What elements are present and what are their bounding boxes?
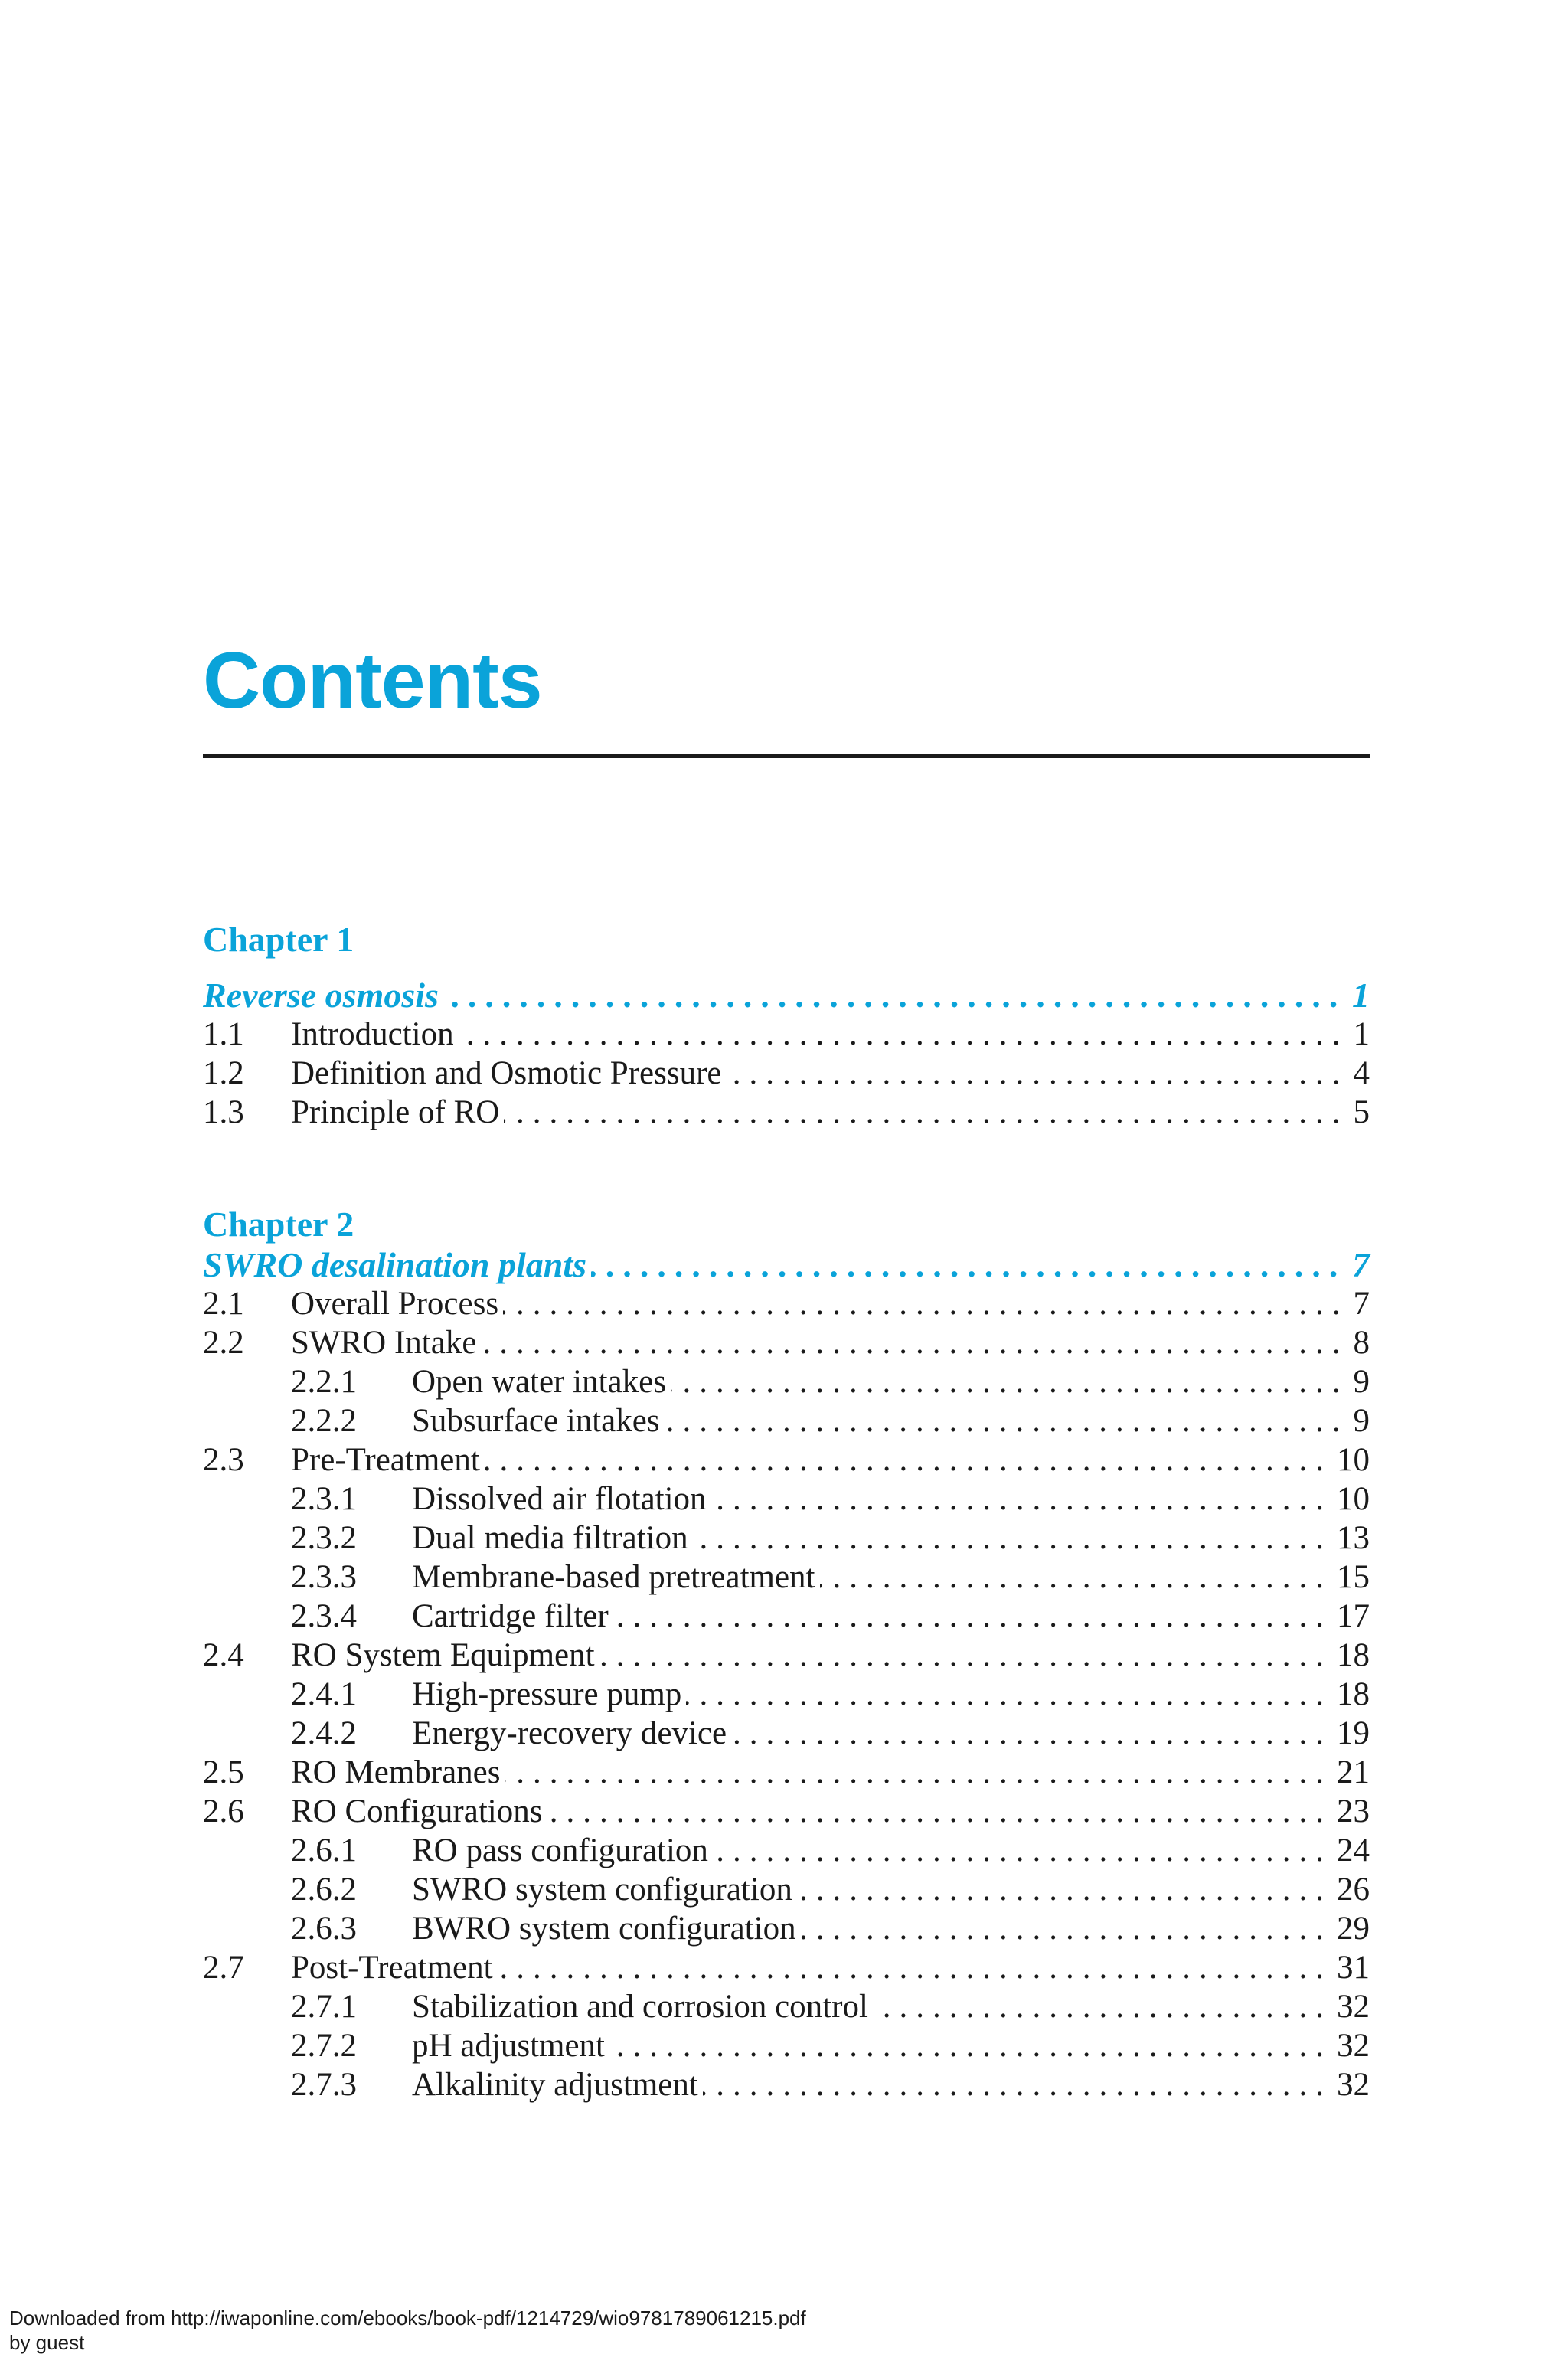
page-number: 15 [1337,1559,1370,1595]
section-title: Post-Treatment [291,1950,493,1986]
page-number: 23 [1337,1793,1370,1829]
subsection-title: BWRO system configuration [412,1911,796,1947]
page-number: 32 [1337,2028,1370,2064]
page-number: 1 [1352,976,1370,1015]
section-title: Overall Process [291,1286,499,1322]
toc-subentry[interactable] [203,1675,1370,1714]
subsection-title: Dissolved air flotation [412,1481,707,1517]
dot-leader [686,1675,1332,1714]
toc-entry[interactable] [203,1753,1370,1792]
toc-entry[interactable] [203,1636,1370,1675]
section-number: 2.7 [203,1950,244,1986]
page-number: 17 [1337,1598,1370,1634]
subsection-number: 2.7.3 [291,2067,357,2103]
toc-subentry[interactable] [203,1558,1370,1597]
subsection-number: 2.7.2 [291,2028,357,2064]
subsection-title: SWRO system configuration [412,1872,792,1908]
subsection-title: Subsurface intakes [412,1403,660,1439]
page-number: 24 [1337,1833,1370,1868]
dot-leader [591,1245,1348,1284]
toc-subentry[interactable] [203,1597,1370,1636]
page-number: 29 [1337,1911,1370,1947]
subsection-title: Cartridge filter [412,1598,609,1634]
subsection-number: 2.7.1 [291,1989,357,2025]
page-number: 10 [1337,1481,1370,1517]
section-number: 1.1 [203,1016,244,1052]
section-number: 2.2 [203,1325,244,1361]
dot-leader [693,1519,1332,1558]
subsection-number: 2.4.2 [291,1715,357,1751]
page-number: 10 [1337,1442,1370,1478]
chapter-1-block [203,919,1370,1132]
page-number: 9 [1353,1403,1370,1439]
subsection-title: Membrane-based pretreatment [412,1559,815,1595]
subsection-number: 2.4.1 [291,1676,357,1712]
toc-entry[interactable] [203,1284,1370,1323]
dot-leader [459,1015,1349,1054]
toc-entry[interactable] [203,1792,1370,1831]
page-number: 32 [1337,2067,1370,2103]
subsection-number: 2.3.4 [291,1598,357,1634]
page-number: 21 [1337,1754,1370,1790]
toc-entry[interactable] [203,1093,1370,1132]
section-number: 2.3 [203,1442,244,1478]
chapter-2-block [203,1204,1370,2104]
dot-leader [504,1093,1348,1132]
page-number: 13 [1337,1520,1370,1556]
subsection-number: 2.3.3 [291,1559,357,1595]
toc-entry[interactable] [203,1440,1370,1479]
page-number: 19 [1337,1715,1370,1751]
subsection-title: Open water intakes [412,1364,666,1400]
toc-subentry[interactable] [203,1362,1370,1401]
page-number: 31 [1337,1950,1370,1986]
toc-subentry[interactable] [203,1870,1370,1909]
dot-leader [727,1054,1349,1093]
toc-entry[interactable] [203,1054,1370,1093]
page-number: 7 [1352,1245,1370,1284]
toc-subentry[interactable] [203,1401,1370,1440]
dot-leader [731,1714,1332,1753]
subsection-title: Alkalinity adjustment [412,2067,698,2103]
dot-leader [609,2026,1332,2065]
section-number: 1.2 [203,1055,244,1091]
subsection-number: 2.6.2 [291,1872,357,1908]
chapter-label: Chapter 2 [203,1205,354,1244]
dot-leader [713,1831,1332,1870]
subsection-number: 2.6.1 [291,1833,357,1868]
section-title: Introduction [291,1016,454,1052]
page-number: 8 [1353,1325,1370,1361]
toc-subentry[interactable] [203,1987,1370,2026]
chapter-title-entry[interactable] [203,1245,1370,1284]
subsection-title: pH adjustment [412,2028,605,2064]
page-number: 4 [1353,1055,1370,1091]
chapter-title-entry[interactable] [203,976,1370,1015]
dot-leader [481,1323,1348,1362]
section-title: Pre-Treatment [291,1442,480,1478]
chapter-title: SWRO desalination plants [203,1245,587,1284]
dot-leader [613,1597,1332,1636]
section-number: 1.3 [203,1094,244,1130]
toc-subentry[interactable] [203,1479,1370,1519]
toc-subentry[interactable] [203,1831,1370,1870]
subsection-title: Stabilization and corrosion control [412,1989,868,2025]
dot-leader [599,1636,1332,1675]
toc-subentry[interactable] [203,1714,1370,1753]
section-number: 2.4 [203,1637,244,1673]
dot-leader [711,1479,1332,1519]
page-number: 5 [1353,1094,1370,1130]
section-title: RO Membranes [291,1754,501,1790]
toc-entry[interactable] [203,1015,1370,1054]
page-number: 7 [1353,1286,1370,1322]
subsection-number: 2.3.2 [291,1520,357,1556]
page-number: 9 [1353,1364,1370,1400]
download-notice: Downloaded from http://iwaponline.com/ebooks/book-pdf/1214729/wio9781789061215.pdf [9,2307,806,2329]
subsection-number: 2.6.3 [291,1911,357,1947]
toc-subentry[interactable] [203,1519,1370,1558]
toc-entry[interactable] [203,1948,1370,1987]
dot-leader [797,1870,1332,1909]
dot-leader [703,2065,1332,2104]
toc-entry[interactable] [203,1323,1370,1362]
dot-leader [503,1284,1348,1323]
dot-leader [485,1440,1332,1479]
section-title: SWRO Intake [291,1325,477,1361]
dot-leader [671,1362,1349,1401]
subsection-title: Energy-recovery device [412,1715,727,1751]
section-title: RO Configurations [291,1793,543,1829]
chapter-label: Chapter 1 [203,920,354,959]
title-divider [203,754,1370,758]
subsection-number: 2.2.1 [291,1364,357,1400]
chapter-title: Reverse osmosis [203,976,439,1015]
page-number: 1 [1353,1016,1370,1052]
section-number: 2.6 [203,1793,244,1829]
subsection-title: Dual media filtration [412,1520,688,1556]
page-number: 26 [1337,1872,1370,1908]
toc-subentry[interactable] [203,2065,1370,2104]
subsection-title: RO pass configuration [412,1833,708,1868]
subsection-title: High-pressure pump [412,1676,682,1712]
section-title: Definition and Osmotic Pressure [291,1055,722,1091]
dot-leader [443,976,1348,1015]
section-number: 2.5 [203,1754,244,1790]
dot-leader [547,1792,1332,1831]
section-title: RO System Equipment [291,1637,595,1673]
page-title: Contents [203,636,542,725]
dot-leader [801,1909,1332,1948]
toc-subentry[interactable] [203,1909,1370,1948]
dot-leader [820,1558,1333,1597]
dot-leader [873,1987,1332,2026]
dot-leader [665,1401,1349,1440]
section-title: Principle of RO [291,1094,500,1130]
subsection-number: 2.2.2 [291,1403,357,1439]
page-number: 18 [1337,1637,1370,1673]
dot-leader [498,1948,1332,1987]
page-number: 32 [1337,1989,1370,2025]
subsection-number: 2.3.1 [291,1481,357,1517]
toc-subentry[interactable] [203,2026,1370,2065]
page-number: 18 [1337,1676,1370,1712]
section-number: 2.1 [203,1286,244,1322]
dot-leader [505,1753,1332,1792]
download-notice-by: by guest [9,2331,85,2354]
